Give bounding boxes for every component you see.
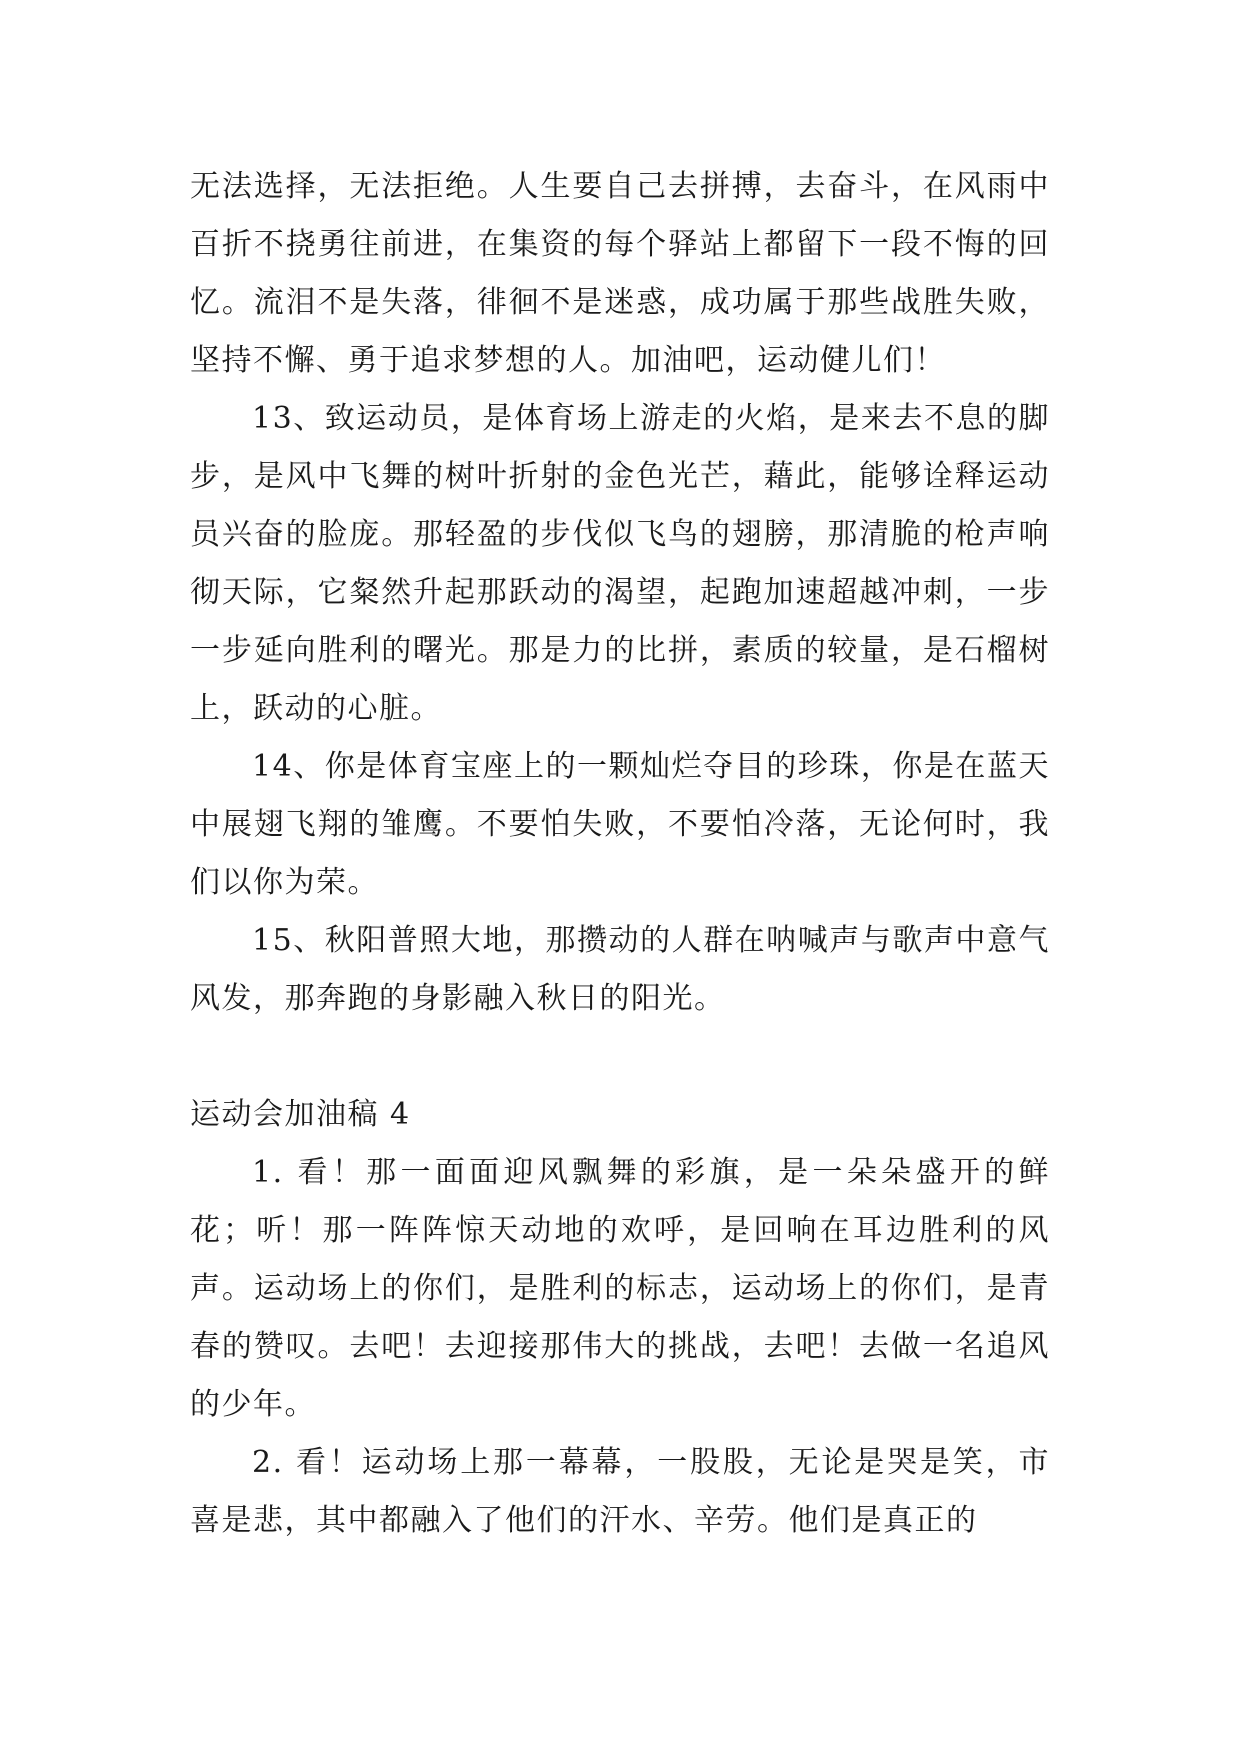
- section-heading: 运动会加油稿 4: [190, 1097, 411, 1132]
- paragraph-14: 14、你是体育宝座上的一颗灿烂夺目的珍珠，你是在蓝天中展翅飞翔的雏鹰。不要怕失败，不要怕冷落，无论何时，我们以你为荣。: [190, 749, 1050, 900]
- section-gap: [190, 1028, 1050, 1086]
- paragraph-item-2: 2. 看！运动场上那一幕幕，一股股，无论是哭是笑，市喜是悲，其中都融入了他们的汗水、辛劳。他们是真正的: [190, 1445, 1050, 1538]
- paragraph-continuation: 无法选择，无法拒绝。人生要自己去拼搏，去奋斗，在风雨中百折不挠勇往前进，在集资的每个驿站上都留下一段不悔的回忆。流泪不是失落，徘徊不是迷惑，成功属于那些战胜失败，坚持不懈、勇于追求梦想的人。加油吧，运动健儿们！: [190, 169, 1050, 378]
- paragraph-item-1: 1. 看！那一面面迎风飘舞的彩旗，是一朵朵盛开的鲜花；听！那一阵阵惊天动地的欢呼，是回响在耳边胜利的风声。运动场上的你们，是胜利的标志，运动场上的你们，是青春的赞叹。去吧！去迎接那伟大的挑战，去吧！去做一名追风的少年。: [190, 1155, 1050, 1422]
- document-body: [190, 158, 1050, 1550]
- paragraph-13: 13、致运动员，是体育场上游走的火焰，是来去不息的脚步，是风中飞舞的树叶折射的金色光芒，藉此，能够诠释运动员兴奋的脸庞。那轻盈的步伐似飞鸟的翅膀，那清脆的枪声响彻天际，它粲然升起那跃动的渴望，起跑加速超越冲刺，一步一步延向胜利的曙光。那是力的比拼，素质的较量，是石榴树上，跃动的心脏。: [190, 401, 1050, 726]
- paragraph-15: 15、秋阳普照大地，那攒动的人群在呐喊声与歌声中意气风发，那奔跑的身影融入秋日的阳光。: [190, 923, 1050, 1016]
